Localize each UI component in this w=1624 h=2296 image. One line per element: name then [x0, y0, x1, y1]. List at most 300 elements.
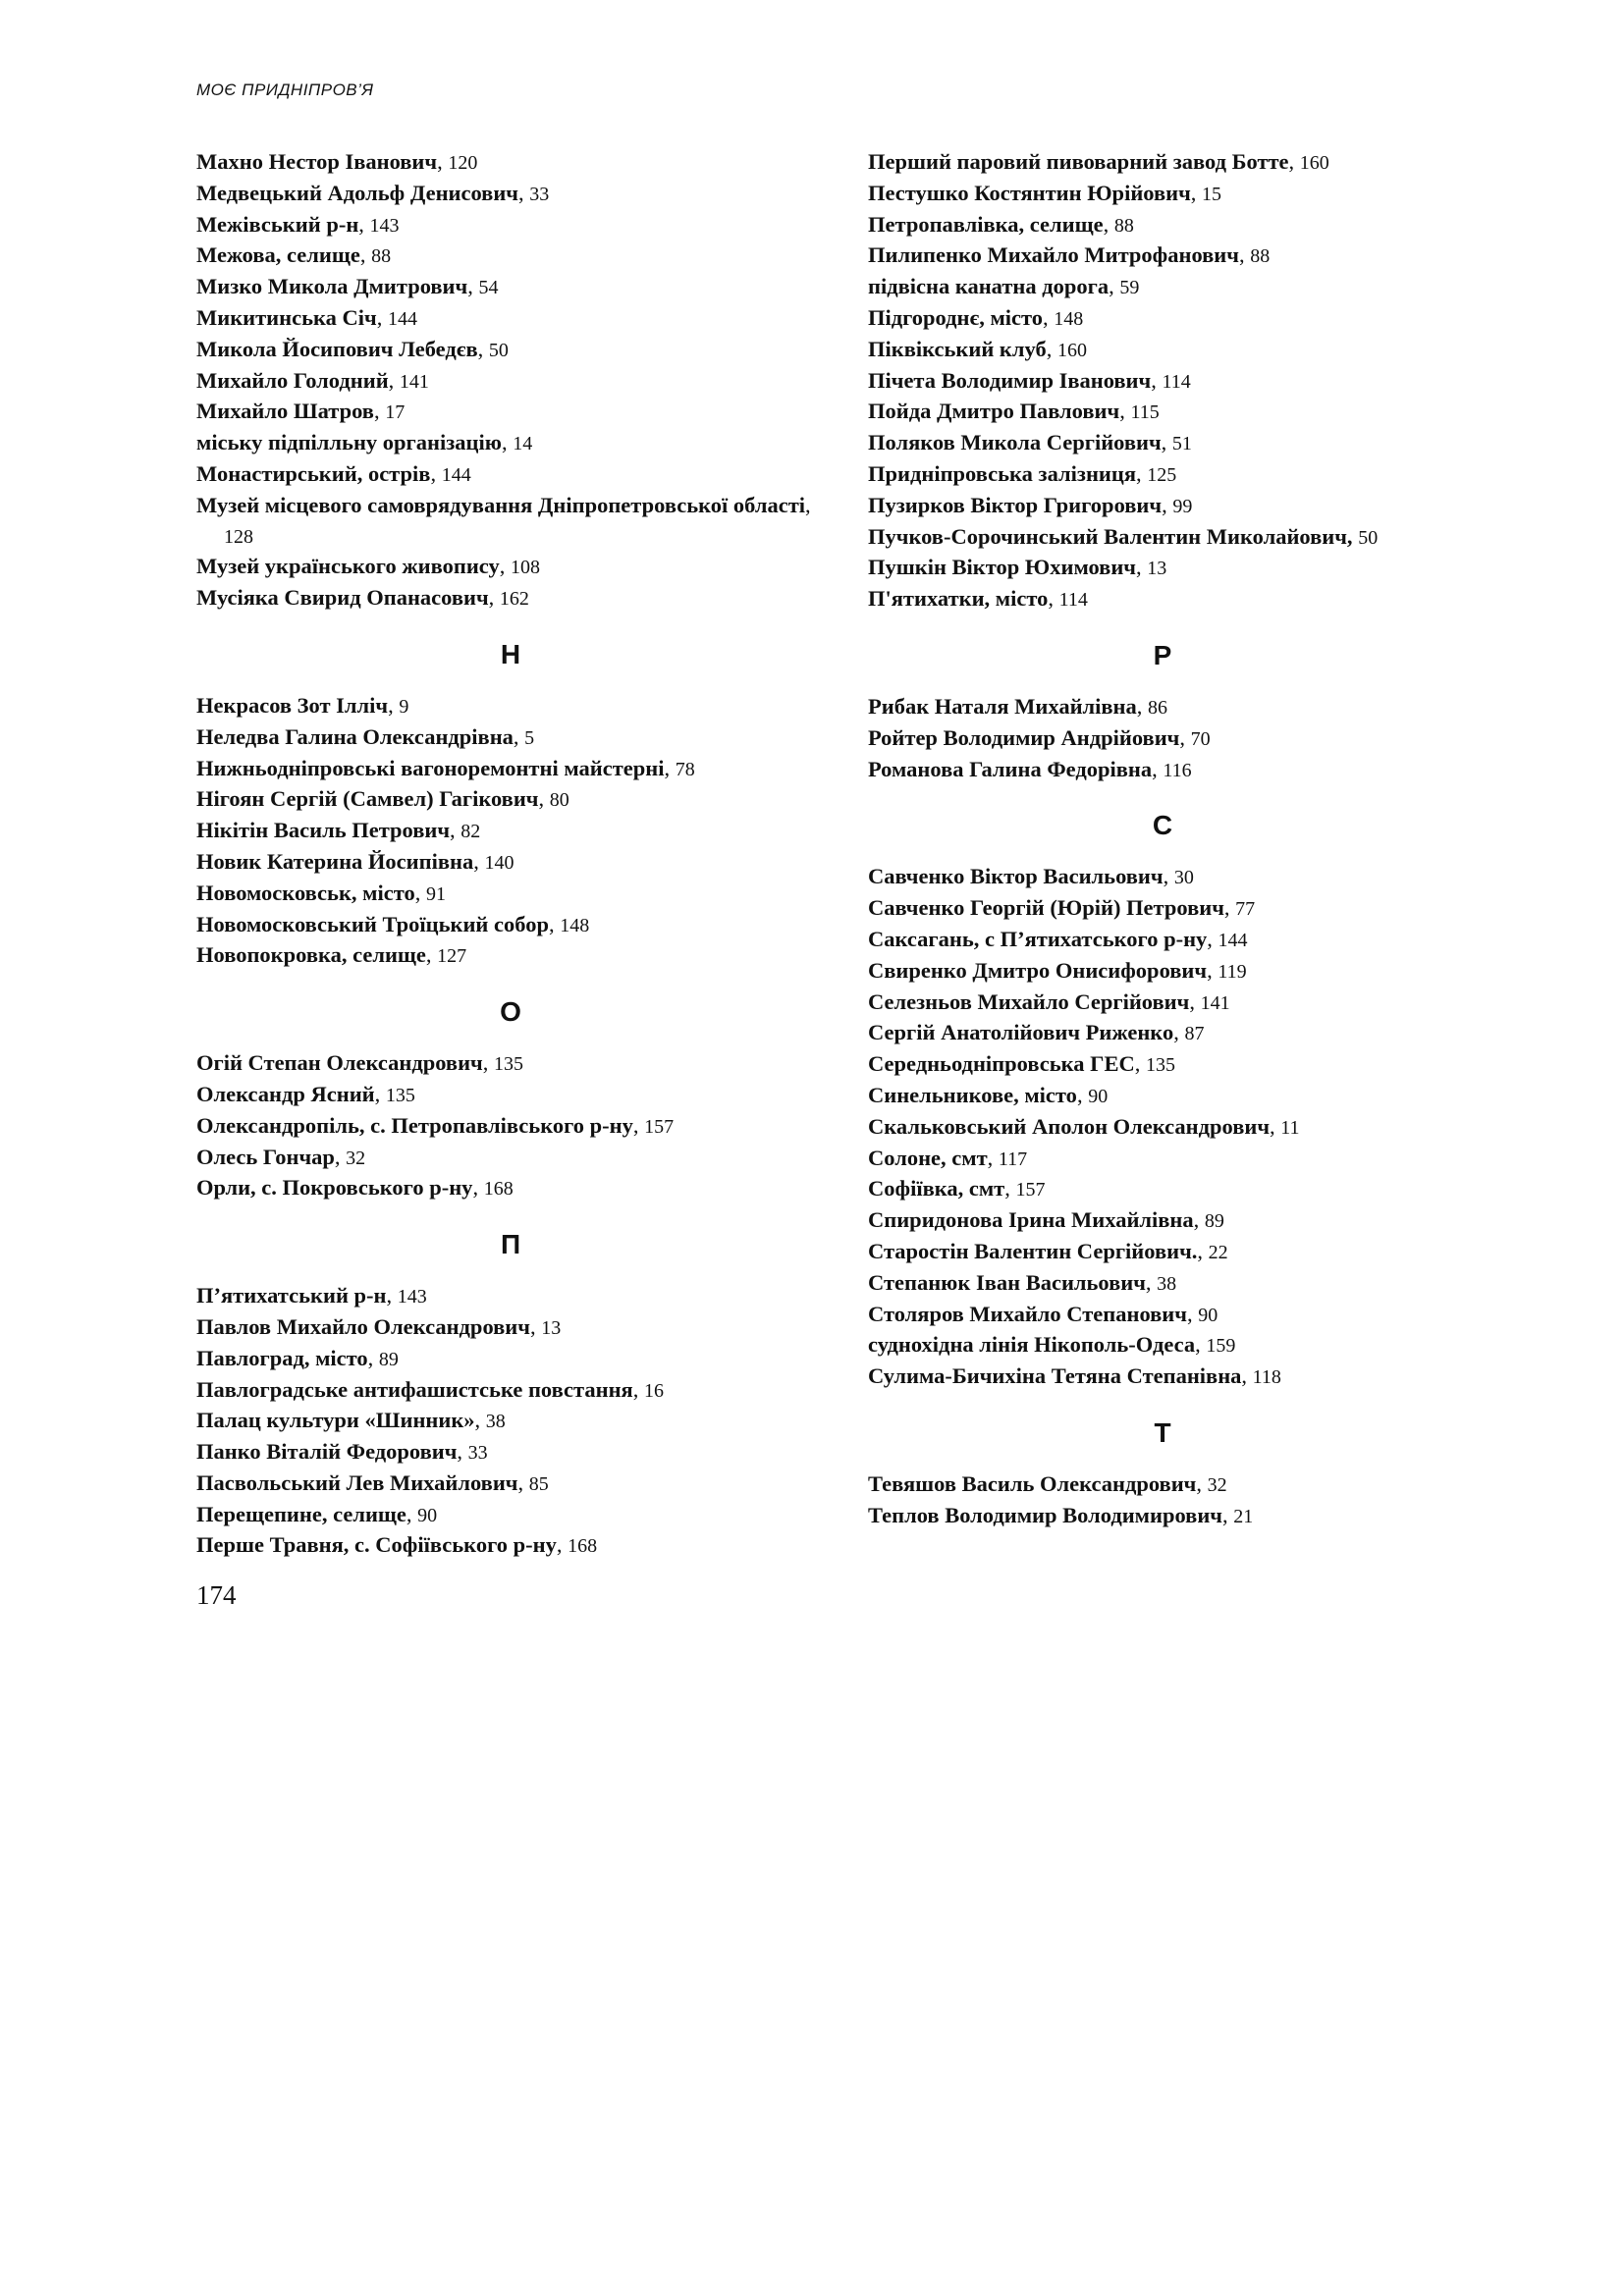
index-term: Пучков-Сорочинський Валентин Миколайович,	[868, 523, 1353, 549]
index-separator: ,	[517, 180, 530, 205]
index-page-ref: 148	[560, 914, 590, 936]
index-page-ref: 159	[1206, 1335, 1236, 1358]
index-entry	[868, 692, 1457, 723]
index-page-ref: 162	[499, 588, 529, 611]
index-entry	[196, 428, 825, 459]
index-separator: ,	[1190, 180, 1203, 205]
index-page-ref: 117	[998, 1148, 1028, 1170]
index-separator: ,	[1207, 926, 1218, 951]
index-term: Сергій Анатолійович Риженко	[868, 1020, 1174, 1045]
index-term: Микола Йосипович Лебедєв	[196, 336, 478, 361]
index-entry	[868, 723, 1457, 755]
index-separator: ,	[367, 1345, 379, 1370]
index-term: міську підпілльну організацію	[196, 430, 502, 455]
index-term: Павлов Михайло Олександрович	[196, 1313, 530, 1339]
index-term: Мусіяка Свирид Опанасович	[196, 585, 489, 611]
index-page-ref: 120	[448, 152, 478, 174]
index-separator: ,	[987, 1145, 999, 1170]
index-page-ref: 135	[385, 1084, 415, 1106]
index-term: Спиридонова Ірина Михайлівна	[868, 1207, 1194, 1233]
index-page-ref: 119	[1218, 960, 1247, 983]
index-separator: ,	[334, 1144, 347, 1169]
index-separator: ,	[450, 818, 461, 843]
index-page-ref: 168	[568, 1535, 598, 1558]
index-page-ref: 88	[1113, 214, 1134, 237]
index-entry	[196, 1375, 825, 1407]
index-term: Михайло Голодний	[196, 367, 389, 393]
index-term: Саксагань, с П’ятихатського р-ну	[868, 926, 1208, 951]
index-separator: ,	[1238, 242, 1251, 268]
index-page-ref: 135	[493, 1053, 523, 1076]
index-separator: ,	[1162, 492, 1173, 517]
index-separator: ,	[1161, 430, 1172, 455]
index-separator: ,	[501, 430, 514, 455]
index-entry	[868, 893, 1457, 925]
index-separator: ,	[513, 723, 525, 749]
index-term: Музей українського живопису	[196, 554, 500, 579]
index-page-ref: 85	[528, 1472, 549, 1495]
index-page-ref: 116	[1163, 759, 1192, 781]
index-separator: ,	[805, 492, 811, 517]
index-separator: ,	[388, 367, 400, 393]
index-entry	[868, 303, 1457, 335]
index-page-ref: 89	[378, 1348, 399, 1370]
index-separator: ,	[437, 149, 449, 174]
index-page-ref: 90	[1088, 1085, 1109, 1107]
index-term: П’ятихатський р-н	[196, 1283, 387, 1308]
index-separator: ,	[538, 786, 550, 812]
index-term: Панко Віталій Федорович	[196, 1439, 458, 1465]
index-entry	[196, 303, 825, 335]
index-page-ref: 144	[1218, 929, 1248, 951]
index-term: Павлоград, місто	[196, 1345, 368, 1370]
index-entry	[196, 1111, 825, 1143]
index-term: Пилипенко Михайло Митрофанович	[868, 242, 1239, 268]
index-entry	[868, 240, 1457, 272]
index-entry	[196, 847, 825, 879]
index-term: Новомосковськ, місто	[196, 880, 415, 905]
index-term: Межівський р-н	[196, 211, 359, 237]
index-term: Тевяшов Василь Олександрович	[868, 1470, 1197, 1496]
index-term: Неледва Галина Олександрівна	[196, 723, 514, 749]
index-letter-heading: Р	[1153, 639, 1172, 670]
index-term: Микитинська Січ	[196, 304, 377, 330]
index-term: Поляков Микола Сергійович	[868, 430, 1162, 455]
index-term: Мизко Микола Дмитрович	[196, 274, 468, 299]
index-term: Ройтер Володимир Андрійович	[868, 724, 1180, 750]
index-entry	[196, 1281, 825, 1312]
index-entry	[196, 583, 825, 614]
index-entry	[196, 940, 825, 972]
index-entry	[868, 755, 1457, 786]
index-separator: ,	[529, 1313, 542, 1339]
index-page-ref: 51	[1171, 433, 1192, 455]
index-page-ref: 148	[1054, 307, 1084, 330]
index-term: Придніпровська залізниця	[868, 460, 1137, 486]
index-separator: ,	[632, 1112, 645, 1138]
index-entry	[868, 1330, 1457, 1362]
index-term: Степанюк Іван Васильович	[868, 1269, 1146, 1295]
index-entry	[868, 459, 1457, 491]
index-entry	[868, 1205, 1457, 1237]
index-separator: ,	[406, 1501, 418, 1526]
index-term: Пузирков Віктор Григорович	[868, 492, 1163, 517]
index-page-ref: 38	[1157, 1272, 1177, 1295]
index-term: Пушкін Віктор Юхимович	[868, 555, 1136, 580]
index-entry	[196, 816, 825, 847]
index-page-ref: 114	[1058, 589, 1088, 612]
index-separator: ,	[1048, 586, 1059, 612]
index-letter-heading: Н	[500, 638, 521, 669]
index-separator: ,	[467, 274, 479, 299]
index-term: Олександр Ясний	[196, 1081, 375, 1106]
index-page-ref: 13	[541, 1316, 562, 1339]
index-entry	[868, 179, 1457, 210]
index-term: Скальковський Аполон Олександрович	[868, 1113, 1271, 1139]
index-page-ref: 32	[1207, 1473, 1227, 1496]
index-term: підвісна канатна дорога	[868, 274, 1110, 299]
index-entry	[868, 1362, 1457, 1393]
index-term: Савченко Георгій (Юрій) Петрович	[868, 895, 1224, 921]
index-separator: ,	[358, 211, 370, 237]
index-term: Некрасов Зот Ілліч	[196, 692, 389, 718]
index-separator: ,	[359, 242, 372, 268]
index-letter-heading: С	[1152, 810, 1173, 841]
index-separator: ,	[477, 336, 489, 361]
index-page-ref: 168	[483, 1178, 514, 1201]
index-entry	[868, 1018, 1457, 1049]
index-page-ref: 16	[643, 1379, 664, 1402]
index-page-ref: 141	[1200, 991, 1230, 1014]
index-page-ref: 13	[1147, 558, 1167, 580]
index-term: Селезньов Михайло Сергійович	[868, 988, 1190, 1014]
index-entry	[196, 491, 825, 553]
index-separator: ,	[1152, 756, 1164, 781]
index-page-ref: 77	[1235, 898, 1256, 921]
index-entry	[868, 1268, 1457, 1300]
index-entry	[868, 1081, 1457, 1112]
index-separator: ,	[1004, 1176, 1016, 1201]
index-term: Палац культури «Шинник»	[196, 1408, 475, 1433]
index-separator: ,	[1193, 1207, 1205, 1233]
index-page-ref: 50	[1358, 526, 1379, 549]
index-page-ref: 22	[1208, 1241, 1228, 1263]
index-page-ref: 11	[1280, 1116, 1300, 1139]
index-separator: ,	[1046, 336, 1057, 361]
index-entry	[196, 1530, 825, 1562]
index-term: П'ятихатки, місто	[868, 586, 1049, 612]
index-page-ref: 50	[488, 339, 509, 361]
index-page-ref: 157	[1015, 1179, 1046, 1201]
index-page-ref: 128	[224, 525, 253, 548]
index-entry	[868, 1174, 1457, 1205]
index-term: Пічета Володимир Іванович	[868, 367, 1152, 393]
index-term: Нігоян Сергій (Самвел) Гагікович	[196, 786, 539, 812]
index-page-ref: 9	[399, 695, 409, 718]
index-term: Савченко Віктор Васильович	[868, 864, 1164, 889]
index-entry	[868, 584, 1457, 615]
index-entry	[196, 1406, 825, 1437]
index-term: Середньодніпровська ГЕС	[868, 1051, 1135, 1077]
index-term: Пестушко Костянтин Юрійович	[868, 180, 1191, 205]
index-separator: ,	[1136, 555, 1148, 580]
index-term: Підгороднє, місто	[868, 304, 1044, 330]
index-separator: ,	[1103, 211, 1114, 237]
index-term: Петропавлівка, селище	[868, 211, 1104, 237]
index-entry	[196, 1173, 825, 1204]
index-term: Свиренко Дмитро Онисифорович	[868, 957, 1208, 983]
index-separator: ,	[517, 1469, 529, 1495]
index-entry	[868, 366, 1457, 398]
index-separator: ,	[425, 942, 438, 968]
index-separator: ,	[1136, 693, 1149, 719]
index-page-ref: 54	[478, 277, 499, 299]
index-page-ref: 143	[397, 1286, 427, 1308]
index-separator: ,	[1196, 1470, 1208, 1496]
index-entry	[196, 910, 825, 941]
index-separator: ,	[1223, 895, 1236, 921]
index-entry	[868, 988, 1457, 1019]
index-separator: ,	[548, 911, 561, 936]
index-separator: ,	[472, 1175, 484, 1201]
index-column-right	[868, 147, 1457, 1531]
index-term: Музей місцевого самоврядування Дніпропетровської області	[196, 492, 806, 517]
index-separator: ,	[1173, 1020, 1185, 1045]
index-page-ref: 33	[467, 1442, 488, 1465]
index-page-ref: 30	[1173, 867, 1194, 889]
index-entry	[196, 1500, 825, 1531]
index-entry	[196, 179, 825, 210]
index-separator: ,	[1221, 1502, 1234, 1527]
index-entry	[868, 428, 1457, 459]
index-entry	[868, 925, 1457, 956]
index-separator: ,	[386, 1283, 398, 1308]
index-separator: ,	[388, 692, 400, 718]
index-page-ref: 114	[1162, 370, 1191, 393]
index-term: Олександропіль, с. Петропавлівського р-ну	[196, 1112, 633, 1138]
index-term: Піквікський клуб	[868, 336, 1047, 361]
index-page-ref: 21	[1233, 1505, 1254, 1527]
index-page-ref: 143	[369, 214, 400, 237]
index-term: Старостін Валентин Сергійович.	[868, 1238, 1198, 1263]
index-entry	[196, 784, 825, 816]
index-separator: ,	[1163, 864, 1174, 889]
index-separator: ,	[376, 304, 388, 330]
index-separator: ,	[373, 399, 386, 424]
index-page-ref: 118	[1252, 1366, 1281, 1389]
index-separator: ,	[1241, 1363, 1253, 1389]
index-page-ref: 88	[371, 245, 392, 268]
index-term: Орли, с. Покровського р-ну	[196, 1175, 473, 1201]
index-entry	[196, 272, 825, 303]
index-letter-heading: Т	[1154, 1416, 1171, 1448]
index-separator: ,	[632, 1376, 644, 1402]
index-entry	[196, 1080, 825, 1111]
index-separator: ,	[374, 1081, 386, 1106]
index-separator: ,	[1189, 988, 1201, 1014]
index-page-ref: 70	[1190, 727, 1211, 750]
index-term: Медвецький Адольф Денисович	[196, 180, 518, 205]
index-page-ref: 99	[1172, 495, 1193, 517]
index-page-ref: 82	[460, 821, 481, 843]
index-entry	[196, 1468, 825, 1500]
index-entry	[868, 1112, 1457, 1144]
index-separator: ,	[1151, 367, 1163, 393]
index-term: Перший паровий пивоварний завод Ботте	[868, 149, 1289, 174]
index-separator: ,	[488, 585, 500, 611]
index-page-ref: 108	[510, 557, 540, 579]
index-term: Столяров Михайло Степанович	[868, 1301, 1187, 1326]
index-page-ref: 115	[1130, 401, 1160, 424]
index-entry	[196, 1312, 825, 1344]
index-page-ref: 91	[425, 882, 446, 905]
index-page-ref: 88	[1250, 245, 1271, 268]
index-entry	[196, 879, 825, 910]
index-separator: ,	[1186, 1301, 1199, 1326]
index-term: суднохідна лінія Нікополь-Одеса	[868, 1332, 1196, 1358]
index-entry	[868, 1501, 1457, 1532]
index-page-ref: 144	[387, 307, 417, 330]
index-term: Новопокровка, селище	[196, 942, 426, 968]
index-term: Огій Степан Олександрович	[196, 1050, 483, 1076]
index-entry	[868, 210, 1457, 241]
index-page-ref: 5	[524, 726, 535, 749]
index-separator: ,	[1195, 1332, 1207, 1358]
index-page-ref: 15	[1202, 183, 1222, 205]
index-entry	[868, 1237, 1457, 1268]
index-term: Солоне, смт	[868, 1145, 988, 1170]
index-entry	[196, 1437, 825, 1468]
index-term: Сулима-Бичихіна Тетяна Степанівна	[868, 1363, 1242, 1389]
index-term: Новомосковський Троїцький собор	[196, 911, 549, 936]
index-page-ref: 38	[485, 1411, 506, 1433]
index-entry	[196, 147, 825, 179]
index-separator: ,	[430, 460, 442, 486]
index-entry	[868, 1469, 1457, 1501]
index-term: Пойда Дмитро Павлович	[868, 399, 1120, 424]
index-term: Нижньодніпровські вагоноремонтні майстерні	[196, 755, 665, 780]
index-separator: ,	[556, 1532, 568, 1558]
index-entry	[868, 335, 1457, 366]
index-separator: ,	[1136, 460, 1148, 486]
index-page-ref: 78	[675, 758, 695, 780]
index-entry	[196, 397, 825, 428]
index-entry	[868, 522, 1457, 554]
index-page-ref: 141	[399, 370, 429, 393]
index-entry	[868, 862, 1457, 893]
index-term: Монастирський, острів	[196, 460, 431, 486]
index-page-ref: 32	[346, 1147, 366, 1169]
index-term: Романова Галина Федорівна	[868, 756, 1153, 781]
index-term: Махно Нестор Іванович	[196, 149, 438, 174]
index-entry	[196, 210, 825, 241]
index-page-ref: 160	[1299, 152, 1329, 174]
index-entry	[868, 1300, 1457, 1331]
index-entry	[868, 1144, 1457, 1175]
index-term: Синельникове, місто	[868, 1082, 1077, 1107]
index-page-ref: 33	[529, 183, 550, 205]
index-entry	[868, 397, 1457, 428]
index-entry	[868, 147, 1457, 179]
index-separator: ,	[1145, 1269, 1158, 1295]
index-separator: ,	[1134, 1051, 1146, 1077]
index-page-ref: 90	[1198, 1304, 1218, 1326]
index-separator: ,	[457, 1439, 468, 1465]
index-separator: ,	[499, 554, 511, 579]
index-separator: ,	[1119, 399, 1131, 424]
index-separator: ,	[664, 755, 676, 780]
index-entry	[196, 552, 825, 583]
index-separator: ,	[414, 880, 426, 905]
index-separator: ,	[1197, 1238, 1209, 1263]
index-separator: ,	[1043, 304, 1055, 330]
index-entry	[868, 956, 1457, 988]
index-page-ref: 127	[437, 945, 467, 968]
index-entry	[868, 491, 1457, 522]
index-term: Нікітін Василь Петрович	[196, 818, 451, 843]
index-term: Теплов Володимир Володимирович	[868, 1502, 1222, 1527]
index-page-ref: 90	[417, 1504, 438, 1526]
index-separator: ,	[1288, 149, 1300, 174]
index-page-ref: 17	[385, 401, 406, 424]
index-separator: ,	[1207, 957, 1218, 983]
index-entry	[196, 754, 825, 785]
index-page-ref: 89	[1204, 1210, 1224, 1233]
index-letter-heading: П	[500, 1229, 521, 1260]
index-separator: ,	[1076, 1082, 1089, 1107]
index-entry	[868, 553, 1457, 584]
index-page-ref: 86	[1148, 696, 1168, 719]
index-entry	[196, 691, 825, 722]
index-term: Новик Катерина Йосипівна	[196, 848, 474, 874]
index-entry	[196, 1143, 825, 1174]
index-entry	[868, 1049, 1457, 1081]
index-page-ref: 160	[1056, 339, 1087, 361]
index-entry	[196, 1344, 825, 1375]
index-entry	[196, 1048, 825, 1080]
index-page-ref: 87	[1184, 1023, 1205, 1045]
page-number: 174	[196, 1580, 237, 1610]
index-page-ref: 80	[549, 789, 569, 812]
index-term: Межова, селище	[196, 242, 360, 268]
index-term: Пасвольський Лев Михайлович	[196, 1469, 518, 1495]
index-page-ref: 135	[1145, 1054, 1175, 1077]
index-separator: ,	[474, 1408, 486, 1433]
index-entry	[196, 335, 825, 366]
index-term: Рибак Наталя Михайлівна	[868, 693, 1137, 719]
index-entry	[196, 240, 825, 272]
index-entry	[196, 459, 825, 491]
index-separator: ,	[482, 1050, 494, 1076]
index-term: Перещепине, селище	[196, 1501, 406, 1526]
index-page-ref: 144	[441, 463, 471, 486]
index-letter-heading: О	[500, 996, 521, 1028]
index-separator: ,	[473, 848, 485, 874]
index-term: Софіївка, смт	[868, 1176, 1005, 1201]
index-page-ref: 157	[644, 1115, 675, 1138]
running-head: МОЄ ПРИДНІПРОВ’Я	[196, 80, 374, 99]
index-column-left	[196, 147, 825, 1562]
index-term: Перше Травня, с. Софіївського р-ну	[196, 1532, 557, 1558]
index-entry	[868, 272, 1457, 303]
index-term: Олесь Гончар	[196, 1144, 335, 1169]
index-page-ref: 140	[484, 851, 514, 874]
index-entry	[196, 722, 825, 754]
index-separator: ,	[1270, 1113, 1281, 1139]
index-term: Михайло Шатров	[196, 399, 374, 424]
index-entry	[196, 366, 825, 398]
index-term: Павлоградське антифашистське повстання	[196, 1376, 633, 1402]
